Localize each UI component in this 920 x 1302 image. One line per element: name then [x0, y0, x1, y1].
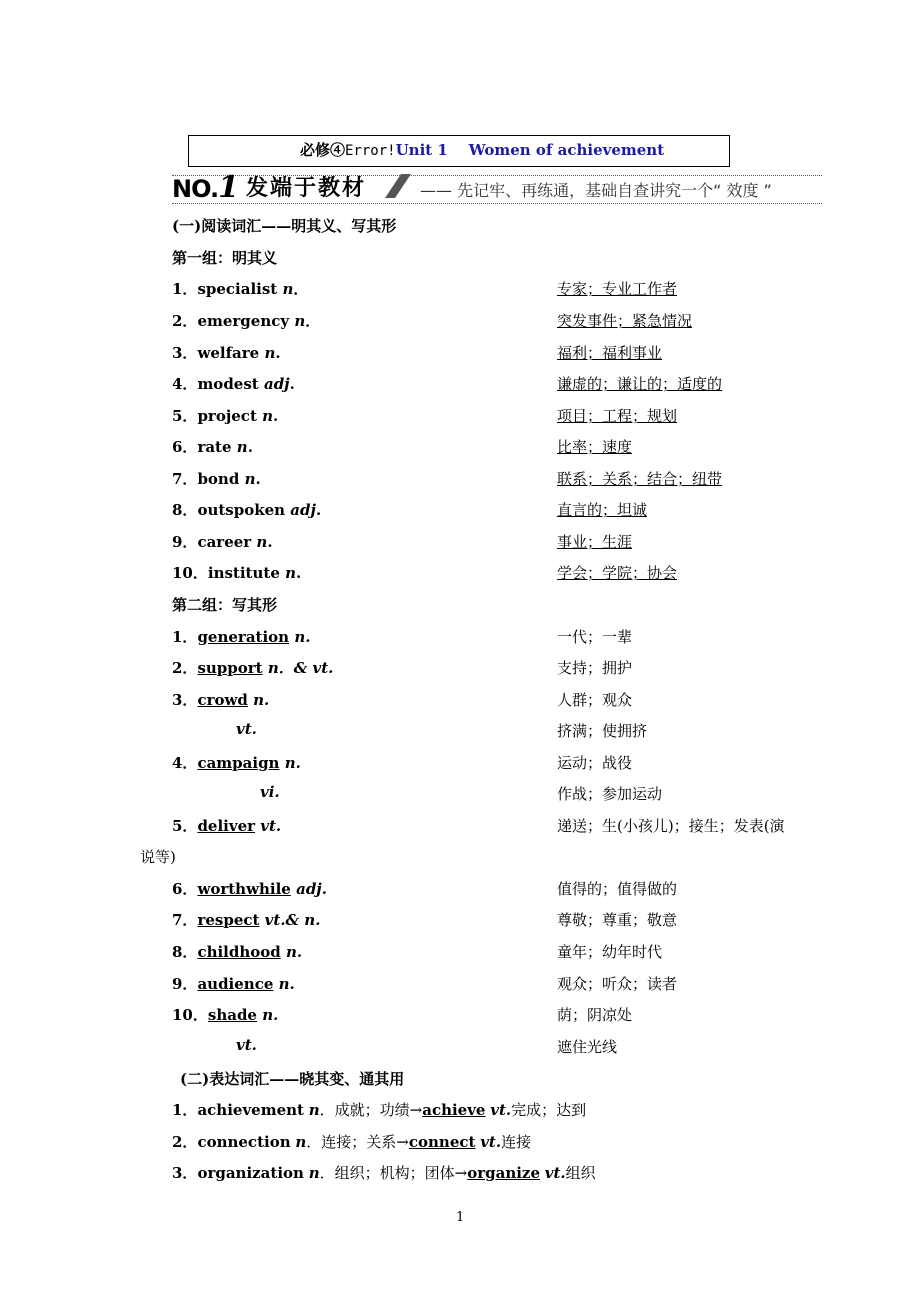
item-number: 2． [172, 1133, 198, 1151]
meaning: 作战；参加运动 [557, 785, 663, 803]
pos-tail: . [315, 911, 321, 929]
group2-row [172, 1004, 278, 1025]
part-of-speech: n [284, 754, 296, 772]
item-number: 5． [172, 407, 198, 425]
group2-row [172, 689, 269, 710]
pos-dot: . [275, 344, 281, 362]
group2-row [172, 815, 281, 836]
meaning-end: 连接 [501, 1133, 532, 1151]
item-number: 2． [172, 659, 198, 677]
page-number: 1 [456, 1210, 465, 1225]
section2-title: (二)表达词汇——晓其变、通其用 [180, 1070, 405, 1088]
part-of-speech: n [286, 943, 297, 961]
meaning: 一代；一辈 [557, 628, 633, 646]
meaning: 荫；阴凉处 [557, 1006, 633, 1024]
page-title [300, 139, 664, 160]
part-of-speech: adj [290, 501, 316, 519]
item-number: 1． [172, 280, 198, 298]
item-number: 3． [172, 691, 198, 709]
pos-tail: . [289, 975, 295, 993]
title-error: Error! [345, 143, 396, 159]
group2-sub-pos: vt. [236, 1036, 257, 1054]
meaning-answer: 专家；专业工作者 [557, 280, 678, 298]
pos-dot: . [247, 438, 253, 456]
item-number: 7． [172, 911, 198, 929]
pos-dot: . [289, 375, 295, 393]
meaning: 尊敬；尊重；敬意 [557, 911, 678, 929]
part-of-speech: vt.& n [264, 911, 316, 929]
answer-word: organize [467, 1164, 540, 1182]
part-of-speech: n [262, 1006, 274, 1024]
group1-row [172, 278, 308, 299]
item-number: 10． [172, 564, 208, 582]
item-number: 5． [172, 817, 198, 835]
meaning: 递送；生(小孩儿)；接生；发表(演 [557, 817, 785, 835]
vocab-word: modest [197, 375, 259, 393]
pos-dot: ． [305, 312, 321, 330]
item-number: 9． [172, 533, 198, 551]
part-of-speech: n [294, 628, 306, 646]
vocab-word: welfare [197, 344, 260, 362]
item-number: 8． [172, 943, 198, 961]
answer-word: support [197, 659, 263, 677]
title-unit: Unit 1 [395, 141, 448, 159]
vocab-word: project [197, 407, 257, 425]
meaning: 支持；拥护 [557, 659, 633, 677]
group1-row [172, 499, 321, 520]
vocab-word: emergency [197, 312, 290, 330]
pos-tail: . [273, 1006, 279, 1024]
group1-row [172, 342, 281, 363]
answer-word: childhood [197, 943, 281, 961]
item-number: 7． [172, 470, 198, 488]
meaning-end: 完成；达到 [511, 1101, 587, 1119]
no-number: 1 [218, 170, 238, 205]
banner-heading: 发端于教材 [246, 176, 367, 201]
part-of-speech: n [285, 564, 296, 582]
item-number: 3． [172, 1164, 198, 1182]
meaning: 遮住光线 [557, 1038, 618, 1056]
item-number: 4． [172, 754, 198, 772]
pos-dot: . [315, 501, 322, 519]
answer-word: respect [197, 911, 260, 929]
part-of-speech: n [262, 407, 274, 425]
meaning-answer: 学会；学院；协会 [557, 564, 678, 582]
vocab-word: bond [197, 470, 240, 488]
group1-row [172, 436, 253, 457]
part-of-speech: n [264, 344, 276, 362]
part-of-speech: n [256, 533, 268, 551]
item-number: 9． [172, 975, 198, 993]
part-of-speech: adj [263, 375, 290, 393]
item-number: 4． [172, 375, 198, 393]
answer-word: achieve [422, 1101, 486, 1119]
section2-row [172, 1099, 586, 1120]
slash-decoration-icon [383, 172, 413, 200]
pos-dot: ． [293, 280, 309, 298]
group1-row [172, 562, 301, 583]
item-number: 1． [172, 1101, 198, 1119]
vocab-word: rate [197, 438, 232, 456]
item-number: 2． [172, 312, 198, 330]
group2-sub-pos: vt. [236, 720, 257, 738]
banner-tagline: —— 先记牢、再练通，基础自查讲究一个“ 效度 ” [420, 181, 772, 200]
meaning-text: ．成就；功绩→ [319, 1101, 423, 1119]
vocab-word: specialist [197, 280, 278, 298]
group1-title: 第一组：明其义 [172, 249, 278, 267]
item-number: 6． [172, 438, 198, 456]
no-prefix: NO. [172, 175, 219, 203]
answer-word: generation [197, 628, 290, 646]
group2-row [172, 752, 301, 773]
part-of-speech: vt. [260, 817, 282, 835]
meaning-answer: 联系；关系；结合；纽带 [557, 470, 723, 488]
meaning: 童年；幼年时代 [557, 943, 663, 961]
answer-word: deliver [197, 817, 256, 835]
part-of-speech: n [244, 470, 256, 488]
answer-word: worthwhile [197, 880, 291, 898]
deliver-meaning-wrap: 说等) [140, 848, 176, 866]
meaning-answer: 项目；工程；规划 [557, 407, 678, 425]
meaning-end: 组织 [565, 1164, 596, 1182]
vocab-word: institute [207, 564, 280, 582]
pos-dot: . [296, 564, 302, 582]
meaning: 挤满；使拥挤 [557, 722, 648, 740]
banner-bottom-dots [172, 203, 822, 204]
group2-row [172, 657, 333, 678]
part-of-speech: n [295, 1133, 307, 1151]
part-of-speech-2: vt. [490, 1101, 512, 1119]
vocab-word: career [197, 533, 252, 551]
meaning-text: ．组织；机构；团体→ [319, 1164, 468, 1182]
answer-word: campaign [197, 754, 280, 772]
banner-no-label [172, 170, 238, 205]
section1-title: (一)阅读词汇——明其义、写其形 [172, 217, 397, 235]
answer-word: shade [207, 1006, 257, 1024]
group1-row [172, 310, 320, 331]
meaning-answer: 谦虚的；谦让的；适度的 [557, 375, 723, 393]
part-of-speech: n [253, 691, 265, 709]
meaning: 人群；观众 [557, 691, 633, 709]
group2-sub-pos: vi. [260, 783, 280, 801]
item-number: 8． [172, 501, 198, 519]
part-of-speech: n [267, 659, 279, 677]
meaning-answer: 突发事件；紧急情况 [557, 312, 693, 330]
meaning: 值得的；值得做的 [557, 880, 678, 898]
part-of-speech-2: vt. [480, 1133, 502, 1151]
part-of-speech-2: vt. [544, 1164, 566, 1182]
group1-row [172, 531, 273, 552]
vocab-word: connection [197, 1133, 291, 1151]
group1-row [172, 468, 261, 489]
pos-tail: . [296, 943, 303, 961]
title-topic: Women of achievement [468, 141, 665, 159]
pos-tail: . [305, 628, 311, 646]
part-of-speech: n [282, 280, 294, 298]
group1-row [172, 373, 295, 394]
part-of-speech: n [308, 1164, 320, 1182]
group2-row [172, 909, 320, 930]
group2-row [172, 973, 295, 994]
pos-dot: . [273, 407, 279, 425]
meaning-answer: 直言的；坦诚 [557, 501, 648, 519]
item-number: 6． [172, 880, 198, 898]
section2-row [172, 1162, 596, 1183]
part-of-speech: n [294, 312, 306, 330]
pos-dot: . [267, 533, 273, 551]
group2-row [172, 626, 310, 647]
section2-row [172, 1131, 531, 1152]
item-number: 10． [172, 1006, 208, 1024]
meaning-answer: 福利；福利事业 [557, 344, 663, 362]
meaning-text: ．连接；关系→ [306, 1133, 409, 1151]
group2-row [172, 941, 302, 962]
part-of-speech: n [236, 438, 248, 456]
answer-word: crowd [197, 691, 248, 709]
vocab-word: outspoken [197, 501, 286, 519]
group2-title: 第二组：写其形 [172, 596, 278, 614]
pos-dot: . [255, 470, 261, 488]
meaning: 观众；听众；读者 [557, 975, 678, 993]
part-of-speech: adj. [296, 880, 327, 898]
vocab-word: organization [197, 1164, 304, 1182]
meaning-answer: 比率；速度 [557, 438, 633, 456]
meaning: 运动；战役 [557, 754, 633, 772]
answer-word: connect [408, 1133, 476, 1151]
answer-word: audience [197, 975, 274, 993]
pos-tail: ．& vt. [278, 659, 334, 677]
pos-tail: . [264, 691, 270, 709]
title-cn: 必修④ [300, 141, 346, 159]
item-number: 3． [172, 344, 198, 362]
item-number: 1． [172, 628, 198, 646]
part-of-speech: n [278, 975, 290, 993]
group2-row [172, 878, 327, 899]
group1-row [172, 405, 278, 426]
meaning-answer: 事业；生涯 [557, 533, 633, 551]
pos-tail: . [295, 754, 301, 772]
vocab-word: achievement [197, 1101, 304, 1119]
part-of-speech: n [308, 1101, 320, 1119]
